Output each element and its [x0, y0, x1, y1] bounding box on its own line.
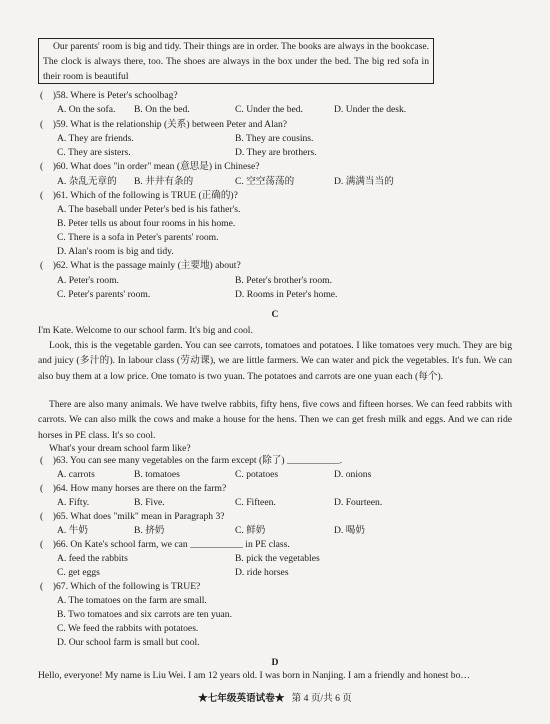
option-63d: D. onions: [334, 469, 372, 480]
option-58a: A. On the sofa.: [57, 104, 116, 115]
question-59: ( )59. What is the relationship (关系) between Peter and Alan?: [40, 119, 288, 130]
option-63c: C. potatoes: [235, 469, 279, 480]
option-64d: D. Fourteen.: [334, 497, 383, 508]
option-61b: B. Peter tells us about four rooms in his home.: [57, 218, 236, 229]
option-67d: D. Our school farm is small but cool.: [57, 637, 200, 648]
option-65b: B. 挤奶: [134, 525, 165, 536]
option-66b: B. pick the vegetables: [235, 553, 320, 564]
option-65a: A. 牛奶: [57, 525, 88, 536]
option-60d: D. 满满当当的: [334, 176, 394, 187]
option-63b: B. tomatoes: [134, 469, 180, 480]
option-62c: C. Peter's parents' room.: [57, 289, 151, 300]
option-67a: A. The tomatoes on the farm are small.: [57, 595, 207, 606]
question-58: ( )58. Where is Peter's schoolbag?: [40, 90, 178, 101]
option-59a: A. They are friends.: [57, 133, 134, 144]
option-58b: B. On the bed.: [134, 104, 190, 115]
question-60: ( )60. What does "in order" mean (意思是) in Chinese?: [40, 161, 260, 172]
question-65: ( )65. What does "milk" mean in Paragraph 3?: [40, 511, 225, 522]
page-footer: [0, 694, 550, 704]
option-61a: A. The baseball under Peter's bed is his father's.: [57, 204, 241, 215]
option-61d: D. Alan's room is big and tidy.: [57, 246, 174, 257]
option-60a: A. 杂乱无章的: [57, 176, 117, 187]
question-61: ( )61. Which of the following is TRUE (正确的)?: [40, 190, 238, 201]
option-61c: C. There is a sofa in Peter's parents' room.: [57, 232, 219, 243]
section-c-para-1: I'm Kate. Welcome to our school farm. It's big and cool.: [38, 325, 253, 336]
option-59c: C. They are sisters.: [57, 147, 131, 158]
section-c-heading: C: [271, 309, 279, 320]
section-d-heading: D: [271, 657, 279, 668]
option-67c: C. We feed the rabbits with potatoes.: [57, 623, 199, 634]
question-63: ( )63. You can see many vegetables on the farm except (除了) ___________.: [40, 455, 343, 466]
exam-title: ★七年级英语试卷★: [198, 693, 285, 704]
option-65d: D. 喝奶: [334, 525, 365, 536]
passage-text: Our parents' room is big and tidy. Their things are in order. The books are always in the bookcase. The clock is always there, too. The shoes are always in the box under the bed. The big red sofa in their room is beautiful: [43, 41, 429, 82]
section-c-para-3: There are also many animals. We have twelve rabbits, fifty hens, five cows and fifteen horses. We can feed rabbits with carrots. We can also milk the cows and make a house for the hens. Then we can get fresh milk and eggs. And we can ride horses in PE class. It's so cool.: [38, 399, 512, 441]
option-58c: C. Under the bed.: [235, 104, 303, 115]
question-66: ( )66. On Kate's school farm, we can ___________ in PE class.: [40, 539, 290, 550]
passage-box: [38, 38, 434, 84]
page-number: 第 4 页/共 6 页: [291, 693, 352, 704]
option-60b: B. 井井有条的: [134, 176, 194, 187]
option-60c: C. 空空荡荡的: [235, 176, 295, 187]
option-65c: C. 鲜奶: [235, 525, 266, 536]
option-62b: B. Peter's brother's room.: [235, 275, 332, 286]
option-66a: A. feed the rabbits: [57, 553, 128, 564]
option-59d: D. They are brothers.: [235, 147, 317, 158]
section-d-first-line: Hello, everyone! My name is Liu Wei. I am 12 years old. I was born in Nanjing. I am a friendly and honest bo…: [38, 670, 470, 681]
option-64b: B. Five.: [134, 497, 165, 508]
option-67b: B. Two tomatoes and six carrots are ten yuan.: [57, 609, 232, 620]
option-66c: C. get eggs: [57, 567, 100, 578]
option-64c: C. Fifteen.: [235, 497, 276, 508]
option-62d: D. Rooms in Peter's home.: [235, 289, 338, 300]
question-62: ( )62. What is the passage mainly (主要地) about?: [40, 260, 241, 271]
question-64: ( )64. How many horses are there on the farm?: [40, 483, 227, 494]
option-64a: A. Fifty.: [57, 497, 90, 508]
section-c-para-2: Look, this is the vegetable garden. You can see carrots, tomatoes and potatoes. I like tomatoes very much. They are big and juicy (多汁的). In labour class (劳动课), we are little farmers. We can water and pick the vegetables. It's fun. We can also buy them at a low price. One tomato is two yuan. The potatoes and carrots are one yuan each (每个).: [38, 340, 512, 382]
section-c-para-4: What's your dream school farm like?: [49, 443, 191, 454]
option-58d: D. Under the desk.: [334, 104, 407, 115]
option-62a: A. Peter's room.: [57, 275, 119, 286]
option-63a: A. carrots: [57, 469, 95, 480]
option-66d: D. ride horses: [235, 567, 289, 578]
question-67: ( )67. Which of the following is TRUE?: [40, 581, 201, 592]
option-59b: B. They are cousins.: [235, 133, 314, 144]
